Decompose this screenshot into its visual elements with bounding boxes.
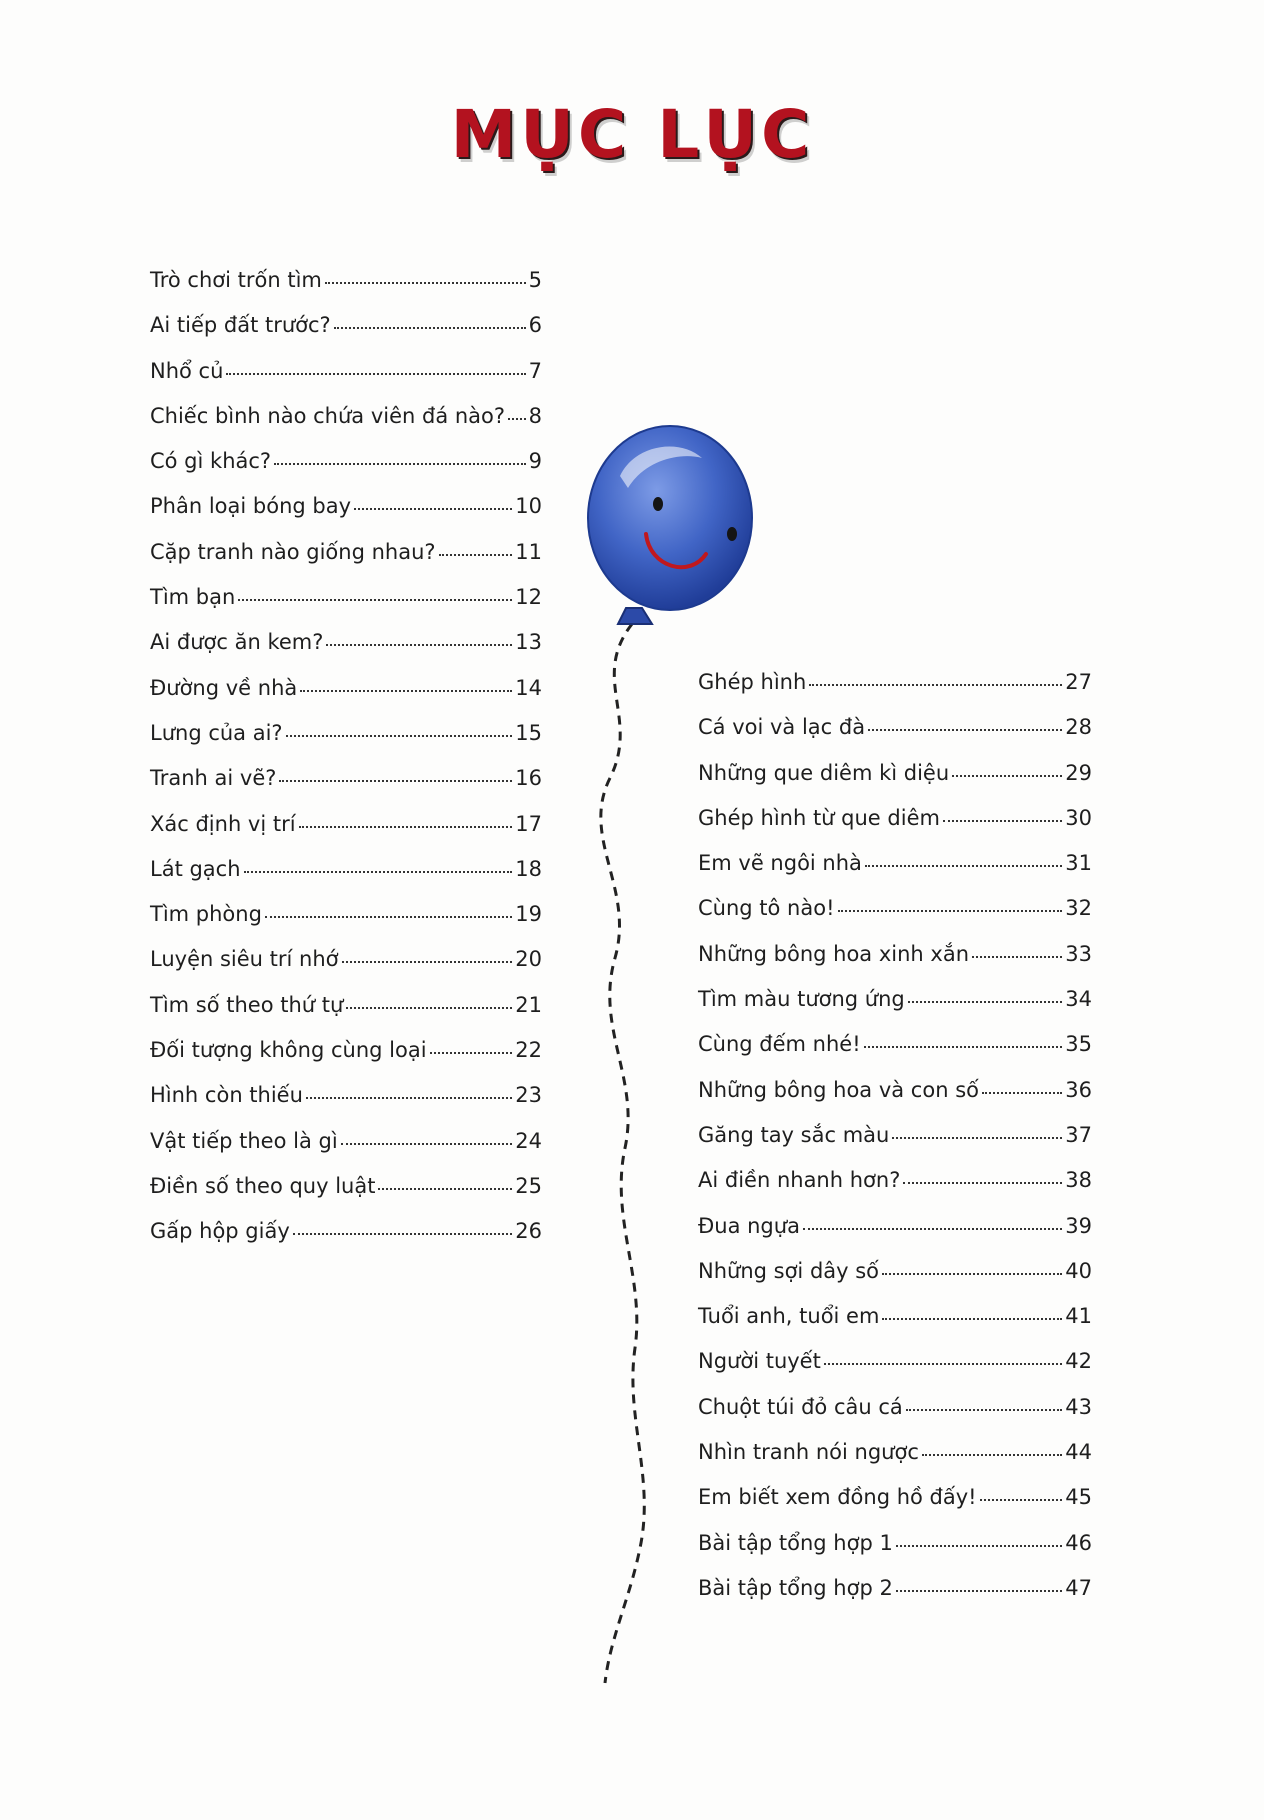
toc-leader-dots [238, 598, 512, 601]
toc-entry-title: Đối tượng không cùng loại [150, 1038, 427, 1063]
toc-leader-dots [824, 1362, 1062, 1365]
toc-entry-title: Bài tập tổng hợp 1 [698, 1530, 893, 1555]
toc-entry [150, 540, 542, 585]
toc-entry-page: 27 [1065, 670, 1092, 694]
balloon-string [601, 624, 644, 1683]
toc-entry-page: 47 [1065, 1575, 1092, 1600]
toc-entry-page: 10 [515, 494, 542, 519]
toc-entry-page: 12 [515, 585, 542, 610]
toc-entry-page: 46 [1065, 1530, 1092, 1555]
toc-entry-page: 41 [1065, 1304, 1092, 1329]
toc-entry-title: Nhổ củ [150, 358, 224, 383]
toc-entry-title: Ai tiếp đất trước? [150, 313, 331, 338]
toc-entry-title: Lưng của ai? [150, 720, 283, 745]
toc-entry-page: 33 [1065, 941, 1092, 966]
toc-entry-title: Điền số theo quy luật [150, 1173, 376, 1198]
toc-leader-dots [226, 372, 525, 375]
toc-leader-dots [439, 553, 513, 556]
toc-entry-title: Cùng tô nào! [698, 896, 835, 921]
toc-entry-title: Ghép hình từ que diêm [698, 805, 940, 830]
toc-leader-dots [892, 1136, 1062, 1139]
toc-entry-title: Tìm phòng [150, 902, 262, 927]
toc-leader-dots [838, 909, 1063, 912]
toc-entry-page: 13 [515, 630, 542, 655]
toc-entry-title: Luyện siêu trí nhớ [150, 947, 339, 972]
toc-entry-title: Chiếc bình nào chứa viên đá nào? [150, 403, 506, 428]
toc-entry [150, 902, 542, 947]
toc-entry-title: Lát gạch [150, 856, 241, 881]
toc-entry-page: 22 [515, 1038, 542, 1063]
toc-entry [150, 1219, 542, 1264]
toc-leader-dots [952, 774, 1062, 777]
toc-entry-title: Chuột túi đỏ câu cá [698, 1394, 903, 1419]
toc-entry-title: Em biết xem đồng hồ đấy! [698, 1485, 977, 1510]
toc-leader-dots [342, 960, 513, 963]
toc-leader-dots [430, 1051, 513, 1054]
toc-leader-dots [293, 1232, 512, 1235]
toc-leader-dots [286, 734, 513, 737]
toc-entry-title: Những que diêm kì diệu [698, 760, 950, 785]
toc-entry-title: Tìm màu tương ứng [698, 987, 905, 1012]
toc-entry-title: Cặp tranh nào giống nhau? [150, 539, 436, 564]
balloon-icon [580, 418, 810, 1698]
toc-entry-title: Cùng đếm nhé! [698, 1032, 861, 1057]
toc-leader-dots [972, 955, 1062, 958]
toc-entry-title: Em vẽ ngôi nhà [698, 851, 862, 876]
toc-leader-dots [354, 507, 512, 510]
toc-leader-dots [809, 683, 1062, 686]
toc-entry-page: 25 [515, 1173, 542, 1198]
toc-entry [150, 1174, 542, 1219]
toc-entry-title: Ai điền nhanh hơn? [698, 1168, 901, 1193]
toc-entry [150, 721, 542, 766]
toc-entry-page: 11 [515, 539, 542, 564]
toc-entry-title: Tranh ai vẽ? [150, 766, 277, 791]
toc-entry-page: 35 [1065, 1032, 1092, 1057]
toc-entry-title: Tìm bạn [150, 585, 236, 610]
toc-entry-page: 6 [528, 313, 542, 338]
toc-leader-dots [244, 870, 513, 873]
toc-entry-title: Cá voi và lạc đà [698, 715, 866, 740]
toc-entry-title: Ai được ăn kem? [150, 630, 324, 655]
toc-entry-title: Gấp hộp giấy [150, 1219, 290, 1244]
toc-entry [150, 812, 542, 857]
toc-leader-dots [908, 1000, 1063, 1003]
toc-entry-title: Tuổi anh, tuổi em [698, 1304, 880, 1329]
toc-entry-title: Xác định vị trí [150, 811, 296, 836]
balloon-eye-right [727, 527, 737, 541]
toc-entry [150, 857, 542, 902]
toc-entry [150, 494, 542, 539]
toc-entry-title: Trò chơi trốn tìm [150, 268, 322, 292]
toc-leader-dots [922, 1453, 1062, 1456]
toc-entry-page: 15 [515, 720, 542, 745]
toc-leader-dots [265, 915, 512, 918]
toc-leader-dots [868, 728, 1062, 731]
page-title: MỤC LỤC [450, 96, 814, 173]
toc-entry-page: 34 [1065, 987, 1092, 1012]
toc-leader-dots [299, 825, 513, 828]
toc-leader-dots [274, 462, 526, 465]
toc-entry [150, 947, 542, 992]
toc-entry [150, 404, 542, 449]
toc-leader-dots [325, 281, 526, 284]
balloon-knot [618, 608, 652, 624]
toc-leader-dots [334, 326, 526, 329]
toc-entry-page: 18 [515, 856, 542, 881]
toc-leader-dots [279, 779, 512, 782]
toc-entry [150, 268, 542, 313]
toc-leader-dots [300, 689, 512, 692]
toc-entry-page: 23 [515, 1083, 542, 1108]
toc-leader-dots [982, 1091, 1062, 1094]
toc-entry [150, 359, 542, 404]
toc-entry [150, 630, 542, 675]
toc-entry-page: 7 [528, 358, 542, 383]
toc-entry-page: 21 [515, 992, 542, 1017]
toc-leader-dots [882, 1272, 1062, 1275]
toc-leader-dots [896, 1589, 1062, 1592]
toc-entry-page: 16 [515, 766, 542, 791]
toc-entry-page: 20 [515, 947, 542, 972]
toc-entry-page: 5 [528, 268, 542, 292]
toc-entry-page: 8 [528, 403, 542, 428]
toc-entry [150, 766, 542, 811]
toc-entry-page: 24 [515, 1128, 542, 1153]
toc-entry-page: 30 [1065, 805, 1092, 830]
toc-entry-page: 19 [515, 902, 542, 927]
toc-left-column [150, 268, 542, 1265]
toc-entry-page: 45 [1065, 1485, 1092, 1510]
toc-leader-dots [980, 1498, 1063, 1501]
toc-entry-title: Phân loại bóng bay [150, 494, 352, 519]
toc-entry-page: 37 [1065, 1122, 1092, 1147]
toc-entry-title: Những sợi dây số [698, 1258, 880, 1283]
toc-entry [150, 585, 542, 630]
toc-entry [150, 1129, 542, 1174]
toc-entry [150, 313, 542, 358]
toc-entry-title: Ghép hình [698, 670, 807, 694]
toc-leader-dots [864, 1045, 1063, 1048]
toc-entry-page: 40 [1065, 1258, 1092, 1283]
toc-entry-page: 31 [1065, 851, 1092, 876]
toc-entry-page: 36 [1065, 1077, 1092, 1102]
toc-entry-title: Tìm số theo thứ tự [150, 992, 344, 1017]
toc-entry-title: Bài tập tổng hợp 2 [698, 1575, 893, 1600]
toc-entry-page: 17 [515, 811, 542, 836]
toc-leader-dots [865, 864, 1062, 867]
toc-leader-dots [882, 1317, 1062, 1320]
toc-leader-dots [896, 1544, 1062, 1547]
balloon-eye-left [653, 497, 663, 511]
toc-entry-page: 26 [515, 1219, 542, 1244]
toc-entry [150, 993, 542, 1038]
toc-leader-dots [326, 643, 512, 646]
toc-entry-title: Vật tiếp theo là gì [150, 1128, 338, 1153]
toc-entry-title: Hình còn thiếu [150, 1083, 303, 1108]
toc-entry-page: 43 [1065, 1394, 1092, 1419]
toc-leader-dots [378, 1187, 512, 1190]
toc-entry-page: 39 [1065, 1213, 1092, 1238]
toc-leader-dots [508, 417, 526, 420]
toc-entry-title: Người tuyết [698, 1349, 821, 1374]
toc-leader-dots [803, 1227, 1062, 1230]
toc-entry-page: 42 [1065, 1349, 1092, 1374]
toc-entry-title: Có gì khác? [150, 449, 272, 474]
toc-entry-page: 9 [528, 449, 542, 474]
toc-entry [150, 1038, 542, 1083]
toc-entry-title: Những bông hoa xinh xắn [698, 941, 970, 966]
toc-entry-title: Găng tay sắc màu [698, 1122, 890, 1147]
toc-leader-dots [906, 1408, 1063, 1411]
toc-entry-page: 29 [1065, 760, 1092, 785]
toc-leader-dots [943, 819, 1062, 822]
toc-entry-title: Nhìn tranh nói ngược [698, 1440, 919, 1465]
toc-entry [150, 676, 542, 721]
toc-entry-page: 38 [1065, 1168, 1092, 1193]
toc-entry-page: 44 [1065, 1440, 1092, 1465]
toc-entry-title: Đường về nhà [150, 675, 298, 700]
toc-entry [150, 449, 542, 494]
toc-entry-page: 28 [1065, 715, 1092, 740]
toc-entry-page: 32 [1065, 896, 1092, 921]
toc-leader-dots [346, 1006, 512, 1009]
toc-entry [150, 1083, 542, 1128]
toc-leader-dots [306, 1096, 512, 1099]
toc-leader-dots [341, 1142, 513, 1145]
toc-entry-page: 14 [515, 675, 542, 700]
toc-leader-dots [903, 1181, 1062, 1184]
toc-entry-title: Đua ngựa [698, 1213, 800, 1238]
toc-entry-title: Những bông hoa và con số [698, 1077, 979, 1102]
